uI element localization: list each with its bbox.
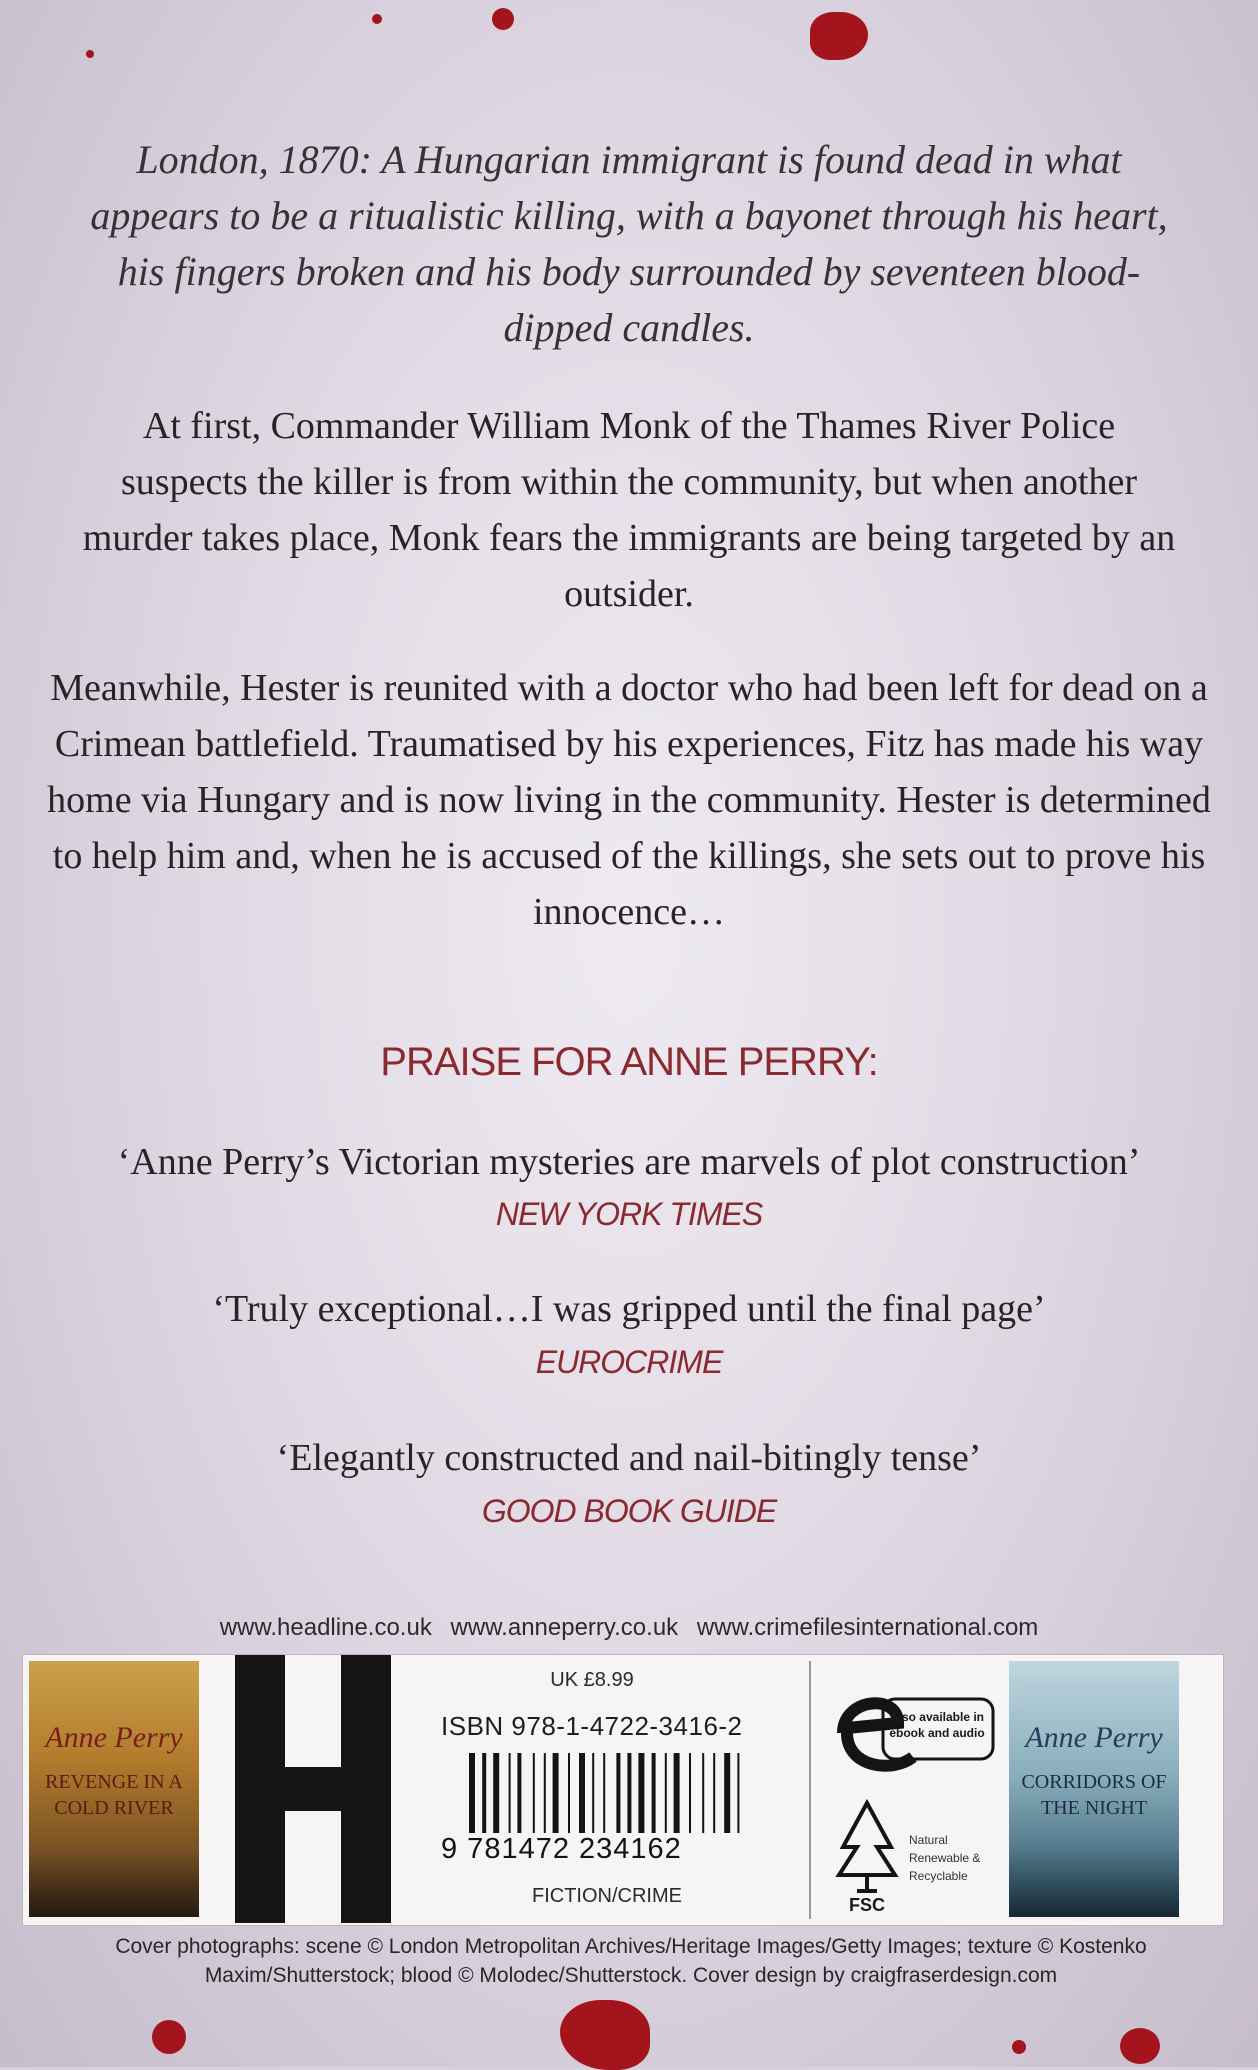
barcode-number: 9 781472 234162 [441, 1833, 682, 1865]
barcode-bar [493, 1753, 499, 1833]
barcode-bar [544, 1753, 546, 1833]
review-source: GOOD BOOK GUIDE [481, 1493, 777, 1529]
url-anneperry[interactable]: www.anneperry.co.uk [450, 1614, 679, 1641]
headline-logo [213, 1655, 413, 1923]
blood-splatter [560, 2000, 650, 2070]
cover-credits: Cover photographs: scene © London Metropolitan Archives/Heritage Images/Getty Images; texture © Kostenko Maxim/Shutterstock; blood © Molodec/Shutterstock. Cover design by craigfraserdesign.com [115, 1935, 1147, 1987]
barcode-bar [702, 1753, 704, 1833]
barcode-bar [665, 1753, 667, 1833]
barcode-bar [517, 1753, 521, 1833]
barcode-bar [469, 1753, 475, 1833]
barcode-bar [592, 1753, 594, 1833]
barcode-bar [579, 1753, 585, 1833]
review-quote: ‘Anne Perry’s Victorian mysteries are marvels of plot construction’ [117, 1141, 1141, 1183]
barcode-block [427, 1655, 803, 1923]
ebook-text: Also available in ebook and audio [889, 1710, 985, 1740]
blood-splatter [152, 2020, 186, 2054]
website-links [0, 1614, 1258, 1642]
review-source: NEW YORK TIMES [495, 1196, 763, 1232]
fsc-text: Natural Renewable & Recyclable [909, 1833, 981, 1883]
barcode-bar [533, 1753, 535, 1833]
blood-splatter [86, 50, 94, 58]
review-quote: ‘Truly exceptional…I was gripped until the final page’ [212, 1288, 1046, 1330]
book-cover-scene [1009, 1847, 1179, 1917]
barcode-bar [652, 1753, 656, 1833]
blood-splatter [1120, 2028, 1160, 2064]
praise-heading: PRAISE FOR ANNE PERRY: [380, 1040, 878, 1084]
barcode-bar [674, 1753, 680, 1833]
book-cover-thumbnail [29, 1661, 199, 1917]
barcode-bar [689, 1753, 691, 1833]
barcode-bar [553, 1753, 559, 1833]
divider [809, 1661, 811, 1919]
barcode-bar [568, 1753, 570, 1833]
barcode-bar [724, 1753, 730, 1833]
barcode-bar [627, 1753, 631, 1833]
barcode-bar [737, 1753, 739, 1833]
synopsis-paragraph-1: At first, Commander William Monk of the Thames River Police suspects the killer is from within the community, but when another murder takes place, Monk fears the immigrants are being targeted by an outsider. [82, 405, 1176, 615]
barcode-bar [482, 1753, 486, 1833]
book-title: REVENGE IN A COLD RIVER [45, 1771, 183, 1819]
book-cover-thumbnail [1009, 1661, 1179, 1917]
book-author: Anne Perry [1025, 1721, 1163, 1754]
intro-paragraph: London, 1870: A Hungarian immigrant is found dead in what appears to be a ritualistic killing, with a bayonet through his heart, his fingers broken and his body surrounded by seventeen blood-dipped candles. [90, 137, 1168, 350]
isbn: ISBN 978-1-4722-3416-2 [441, 1711, 743, 1741]
blood-splatter [1012, 2040, 1026, 2054]
fsc-tree-icon [829, 1795, 905, 1905]
review-quote: ‘Elegantly constructed and nail-bitingly tense’ [276, 1437, 982, 1479]
blood-splatter [372, 14, 382, 24]
publisher-strip [22, 1654, 1224, 1926]
barcode-bar [638, 1753, 644, 1833]
fsc-label: FSC [849, 1895, 885, 1915]
url-crimefiles[interactable]: www.crimefilesinternational.com [696, 1614, 1039, 1641]
blood-splatter [810, 12, 868, 60]
book-cover-scene [29, 1847, 199, 1917]
book-title: CORRIDORS OF THE NIGHT [1021, 1771, 1167, 1819]
synopsis-paragraph-2: Meanwhile, Hester is reunited with a doctor who had been left for dead on a Crimean battlefield. Traumatised by his experiences, Fitz has made his way home via Hungary and is now living in the community. Hester is determined to help him and, when he is accused of the killings, she sets out to prove his innocence… [47, 667, 1211, 933]
barcode-bar [616, 1753, 620, 1833]
barcode-bar [713, 1753, 715, 1833]
url-headline[interactable]: www.headline.co.uk [219, 1614, 432, 1641]
barcode-bar [509, 1753, 511, 1833]
barcode-bar [603, 1753, 605, 1833]
genre: FICTION/CRIME [532, 1885, 682, 1907]
blood-splatter [492, 8, 514, 30]
review-source: EUROCRIME [535, 1344, 723, 1380]
price: UK £8.99 [550, 1669, 634, 1691]
book-author: Anne Perry [45, 1721, 183, 1754]
